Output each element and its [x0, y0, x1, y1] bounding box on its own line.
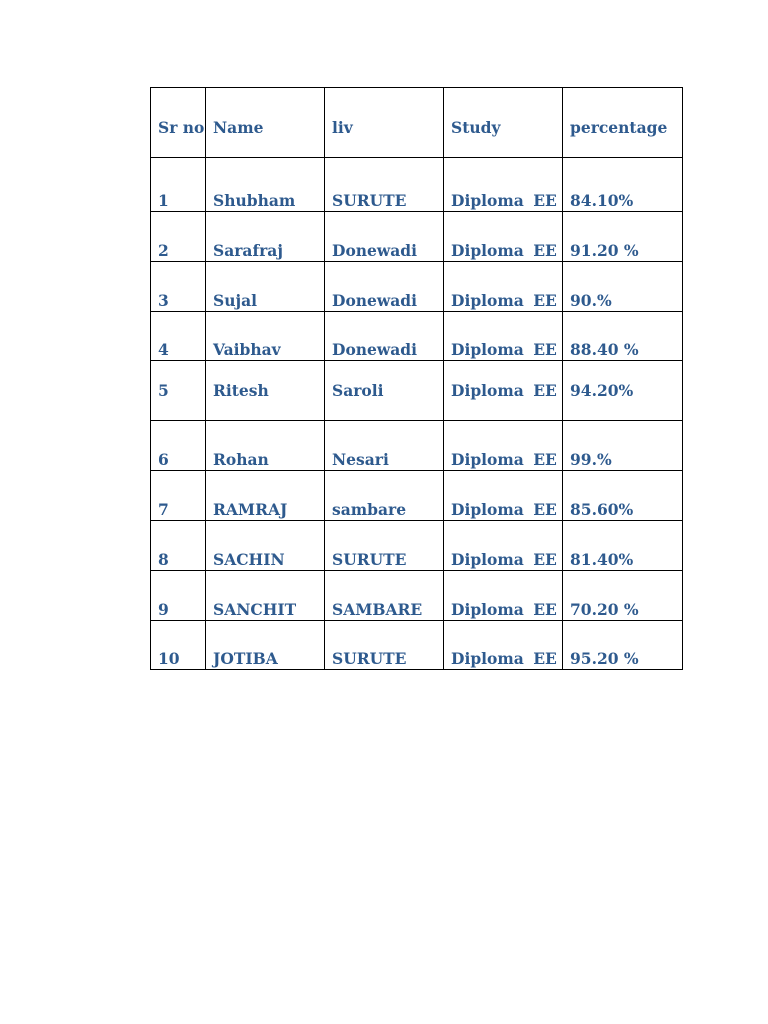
cell-name: JOTIBA — [206, 621, 325, 670]
cell-percentage: 85.60% — [563, 471, 683, 521]
cell-study: Diploma EE — [444, 421, 563, 471]
cell-sr: 4 — [151, 312, 206, 361]
cell-study: Diploma EE — [444, 521, 563, 571]
student-table — [150, 87, 683, 670]
table-row — [151, 361, 683, 421]
cell-study: Diploma EE — [444, 571, 563, 621]
cell-liv: SURUTE — [325, 158, 444, 212]
cell-liv: Donewadi — [325, 312, 444, 361]
cell-percentage: 99.% — [563, 421, 683, 471]
table-row — [151, 212, 683, 262]
cell-study: Diploma EE — [444, 361, 563, 421]
cell-liv: Nesari — [325, 421, 444, 471]
table-row — [151, 421, 683, 471]
cell-sr: 8 — [151, 521, 206, 571]
cell-percentage: 84.10% — [563, 158, 683, 212]
cell-sr: 6 — [151, 421, 206, 471]
cell-sr: 3 — [151, 262, 206, 312]
cell-name: Shubham — [206, 158, 325, 212]
table-row — [151, 521, 683, 571]
cell-liv: sambare — [325, 471, 444, 521]
cell-study: Diploma EE — [444, 312, 563, 361]
cell-sr: 5 — [151, 361, 206, 421]
header-liv: liv — [325, 88, 444, 158]
cell-name: RAMRAJ — [206, 471, 325, 521]
cell-liv: Donewadi — [325, 212, 444, 262]
table-row — [151, 158, 683, 212]
cell-percentage: 90.% — [563, 262, 683, 312]
header-name: Name — [206, 88, 325, 158]
cell-percentage: 95.20 % — [563, 621, 683, 670]
cell-study: Diploma EE — [444, 262, 563, 312]
cell-liv: Donewadi — [325, 262, 444, 312]
cell-name: Sarafraj — [206, 212, 325, 262]
cell-percentage: 70.20 % — [563, 571, 683, 621]
cell-percentage: 94.20% — [563, 361, 683, 421]
cell-study: Diploma EE — [444, 621, 563, 670]
cell-sr: 10 — [151, 621, 206, 670]
table-row — [151, 262, 683, 312]
cell-name: Ritesh — [206, 361, 325, 421]
table-header-row — [151, 88, 683, 158]
table-row — [151, 312, 683, 361]
cell-liv: SAMBARE — [325, 571, 444, 621]
cell-name: Sujal — [206, 262, 325, 312]
cell-sr: 1 — [151, 158, 206, 212]
cell-sr: 2 — [151, 212, 206, 262]
table-row — [151, 471, 683, 521]
cell-percentage: 88.40 % — [563, 312, 683, 361]
table-row — [151, 621, 683, 670]
cell-liv: SURUTE — [325, 621, 444, 670]
cell-sr: 7 — [151, 471, 206, 521]
header-study: Study — [444, 88, 563, 158]
cell-name: Rohan — [206, 421, 325, 471]
cell-study: Diploma EE — [444, 212, 563, 262]
cell-study: Diploma EE — [444, 471, 563, 521]
cell-name: SANCHIT — [206, 571, 325, 621]
cell-percentage: 81.40% — [563, 521, 683, 571]
cell-liv: SURUTE — [325, 521, 444, 571]
table-row — [151, 571, 683, 621]
header-sr-no: Sr no — [151, 88, 206, 158]
cell-percentage: 91.20 % — [563, 212, 683, 262]
cell-study: Diploma EE — [444, 158, 563, 212]
header-percentage: percentage — [563, 88, 683, 158]
cell-name: SACHIN — [206, 521, 325, 571]
cell-name: Vaibhav — [206, 312, 325, 361]
cell-sr: 9 — [151, 571, 206, 621]
cell-liv: Saroli — [325, 361, 444, 421]
